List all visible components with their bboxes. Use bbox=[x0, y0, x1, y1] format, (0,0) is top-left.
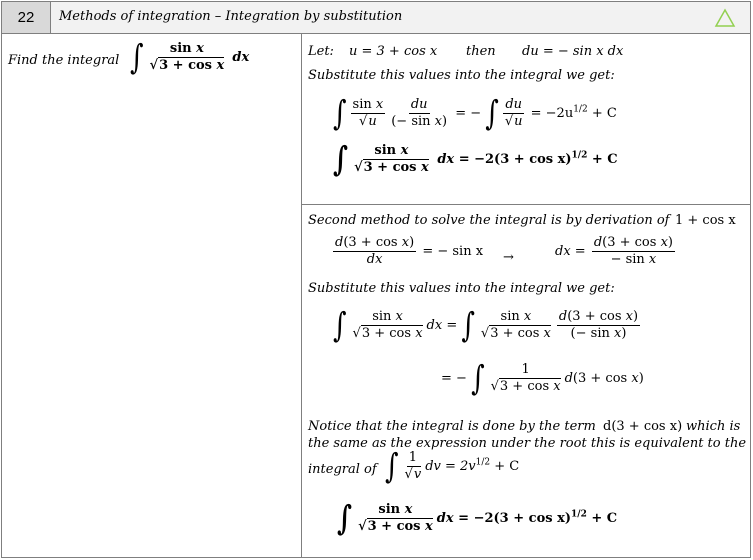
arrow-symbol: → bbox=[503, 250, 514, 265]
method-two-cell bbox=[301, 205, 751, 558]
notice-expr: d(3 + cos x) bbox=[603, 419, 683, 434]
dx-lhs: dx = bbox=[555, 244, 586, 259]
substitute-text-2: Substitute this values into the integral we get: bbox=[308, 281, 615, 296]
problem-title: Methods of integration – Integration by substitution bbox=[59, 9, 403, 24]
notice-line-1: Notice that the integral is done by the term bbox=[308, 419, 596, 434]
method-two-intro: Second method to solve the integral is by derivation of bbox=[308, 213, 670, 228]
notice-line-1b: which is bbox=[686, 419, 741, 434]
substitution-equation: ∫ $\frac{\text{sin x}}{√u}$ $\frac{du}{\text{(− sin x)}}$ = − ∫ $\frac{du}{√u}$ = $-2u^{1/2} + C$ bbox=[333, 94, 617, 133]
notice-rhs: dv = 2v bbox=[425, 459, 476, 474]
final-rhs-1: = −2(3 + cos x) bbox=[458, 152, 572, 167]
notice-integral: ∫ $\frac{1}{√v}$ dv = $2v^{1/2} + C$ bbox=[385, 447, 520, 486]
then-label: then bbox=[466, 44, 496, 59]
find-integral-label: Find the integral bbox=[8, 53, 120, 68]
result-rhs: = −2u bbox=[530, 106, 574, 121]
final-tail-1: + C bbox=[591, 152, 618, 167]
method-two-substitution: ∫ $\frac{\text{sin x}}{\text{√3 + cos x}}$ dx = ∫ $\frac{\text{sin x}}{\text{√3 + cos x}}$ $\frac{\text{d(3 + cos x)}}{\text{(− sin x)}}$ bbox=[333, 306, 639, 345]
notice-line-2: the same as the expression under the root this is equivalent to the bbox=[308, 436, 747, 451]
notice-tail: + C bbox=[494, 459, 520, 474]
final-exponent-1: 1/2 bbox=[571, 150, 588, 161]
notice-line-3: integral of bbox=[308, 462, 377, 477]
method-one-final: ∫ $\frac{\text{sin x}}{\text{√3 + cos x}}$ dx = $-2(3 + \cos x)^{1/2} + C$ bbox=[333, 140, 618, 179]
u-definition: u = 3 + cos x bbox=[349, 44, 438, 59]
let-label: Let: bbox=[308, 44, 334, 59]
derivative-rhs: = − sin x bbox=[422, 244, 484, 259]
final-exponent-2: 1/2 bbox=[571, 509, 587, 520]
notice-exponent: 1/2 bbox=[475, 457, 491, 468]
triangle-up-outline-icon bbox=[714, 8, 736, 28]
method-one-cell bbox=[301, 34, 751, 205]
problem-column bbox=[1, 34, 302, 558]
final-rhs-2: = −2(3 + cos x) bbox=[458, 511, 572, 526]
method-two-simplified: = − ∫ $\frac{1}{\text{√3 + cos x}}$ d(3 + cos x) bbox=[441, 359, 644, 398]
method-two-final: ∫ $\frac{\text{sin x}}{\text{√3 + cos x}}$ dx = $-2(3 + \cos x)^{1/2} + C$ bbox=[337, 499, 618, 538]
final-tail-2: + C bbox=[591, 511, 618, 526]
du-definition: du = − sin x dx bbox=[522, 44, 624, 59]
header-bar bbox=[1, 1, 751, 34]
result-tail: + C bbox=[591, 106, 617, 121]
dx-expression: dx = $\frac{\text{d(3 + cos x)}}{\text{− sin x}}$ bbox=[555, 235, 673, 267]
derivative-equation: $\frac{\text{d(3 + cos x)}}{dx}$ = − sin x bbox=[335, 235, 484, 267]
problem-number: 22 bbox=[2, 2, 51, 33]
substitute-text-1: Substitute this values into the integral we get: bbox=[308, 68, 615, 83]
problem-integral: ∫ $\frac{\text{sin x}}{\text{√3 + cos x}}$ dx bbox=[130, 38, 250, 77]
method-two-intro-expr: 1 + cos x bbox=[675, 213, 736, 228]
result-exponent: 1/2 bbox=[573, 104, 588, 115]
